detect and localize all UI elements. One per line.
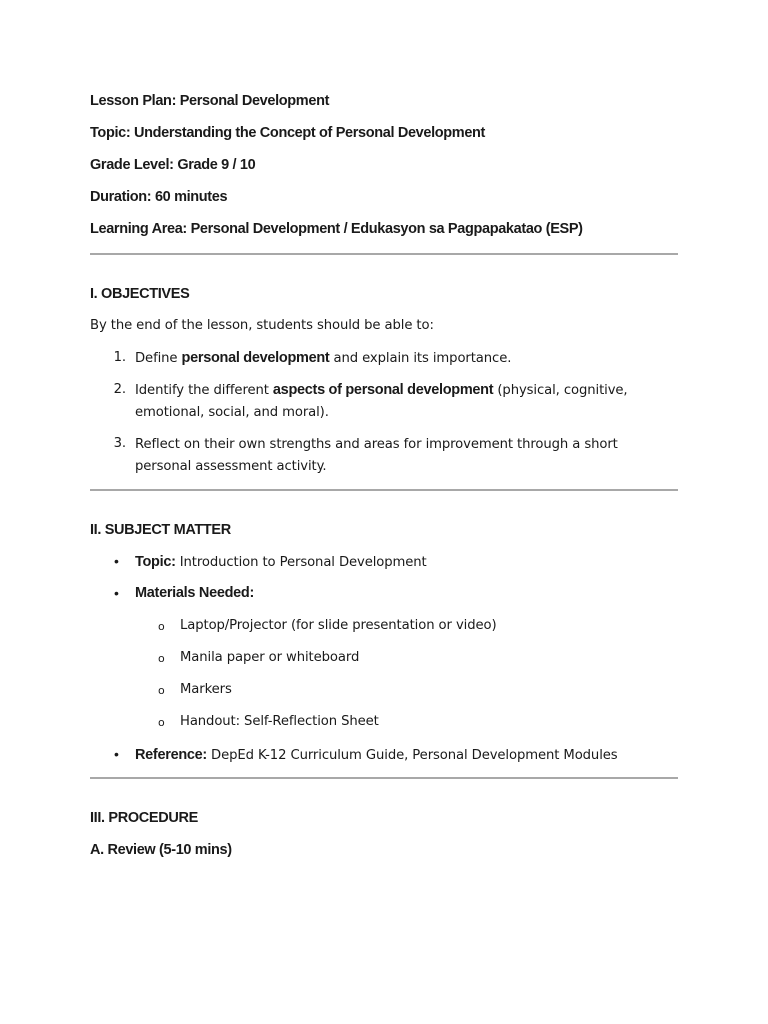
- bullet-icon: •: [114, 553, 119, 569]
- divider: [90, 777, 678, 779]
- topic-line: Topic: Understanding the Concept of Personal Development: [90, 125, 486, 141]
- list-item: [90, 585, 678, 607]
- objective-text-start: Identify the different: [135, 383, 273, 398]
- topic-item: [135, 553, 427, 571]
- divider: [90, 253, 678, 255]
- objective-text-end: (physical, cognitive, emotional, social, and moral).: [135, 383, 628, 420]
- reference-item: [135, 746, 618, 764]
- objective-text: [135, 380, 675, 423]
- topic-label: Topic:: [135, 554, 176, 570]
- sub-list-item: [90, 650, 678, 672]
- objectives-intro: By the end of the lesson, students should be able to:: [90, 318, 434, 333]
- review-subheading: A. Review (5-10 mins): [90, 842, 232, 858]
- material-item: Handout: Self-Reflection Sheet: [180, 714, 379, 729]
- objective-number: 2.: [113, 382, 126, 397]
- material-item: Laptop/Projector (for slide presentation or video): [180, 618, 497, 633]
- sub-list-item: [90, 618, 678, 640]
- bullet-icon: •: [114, 746, 119, 762]
- objective-item: [90, 348, 678, 372]
- objective-keyword: personal development: [181, 350, 330, 366]
- duration-line: Duration: 60 minutes: [90, 189, 228, 205]
- objective-text-start: Define: [135, 351, 182, 366]
- objective-keyword: aspects of personal development: [272, 382, 494, 398]
- reference-value: DepEd K-12 Curriculum Guide, Personal Development Modules: [206, 748, 618, 763]
- list-item: [90, 553, 678, 575]
- objectives-heading: I. OBJECTIVES: [90, 286, 190, 302]
- objective-number: 1.: [113, 350, 126, 365]
- objective-item: [90, 380, 678, 426]
- learning-area-line: Learning Area: Personal Development / Edukasyon sa Pagpapakatao (ESP): [90, 221, 583, 237]
- reference-label: Reference:: [135, 747, 207, 763]
- circle-bullet-icon: o: [158, 652, 165, 665]
- list-item: [90, 746, 678, 768]
- sub-list-item: [90, 682, 678, 704]
- material-item: Markers: [180, 682, 232, 697]
- circle-bullet-icon: o: [158, 716, 165, 729]
- topic-value: Introduction to Personal Development: [175, 555, 427, 570]
- circle-bullet-icon: o: [158, 620, 165, 633]
- objective-number: 3.: [113, 436, 126, 451]
- grade-level-line: Grade Level: Grade 9 / 10: [90, 157, 256, 173]
- objective-text: [135, 348, 675, 370]
- material-item: Manila paper or whiteboard: [180, 650, 360, 665]
- objective-text-start: Reflect on their own strengths and areas for improvement through a short personal assessment activity.: [135, 437, 618, 474]
- procedure-heading: III. PROCEDURE: [90, 810, 198, 826]
- materials-label: Materials Needed:: [135, 585, 254, 601]
- bullet-icon: •: [114, 585, 119, 601]
- subject-matter-heading: II. SUBJECT MATTER: [90, 522, 231, 538]
- objective-item: [90, 434, 678, 480]
- lesson-plan-title: Lesson Plan: Personal Development: [90, 93, 330, 109]
- sub-list-item: [90, 714, 678, 736]
- circle-bullet-icon: o: [158, 684, 165, 697]
- objective-text: [135, 434, 675, 477]
- divider: [90, 489, 678, 491]
- objective-text-end: and explain its importance.: [329, 351, 512, 366]
